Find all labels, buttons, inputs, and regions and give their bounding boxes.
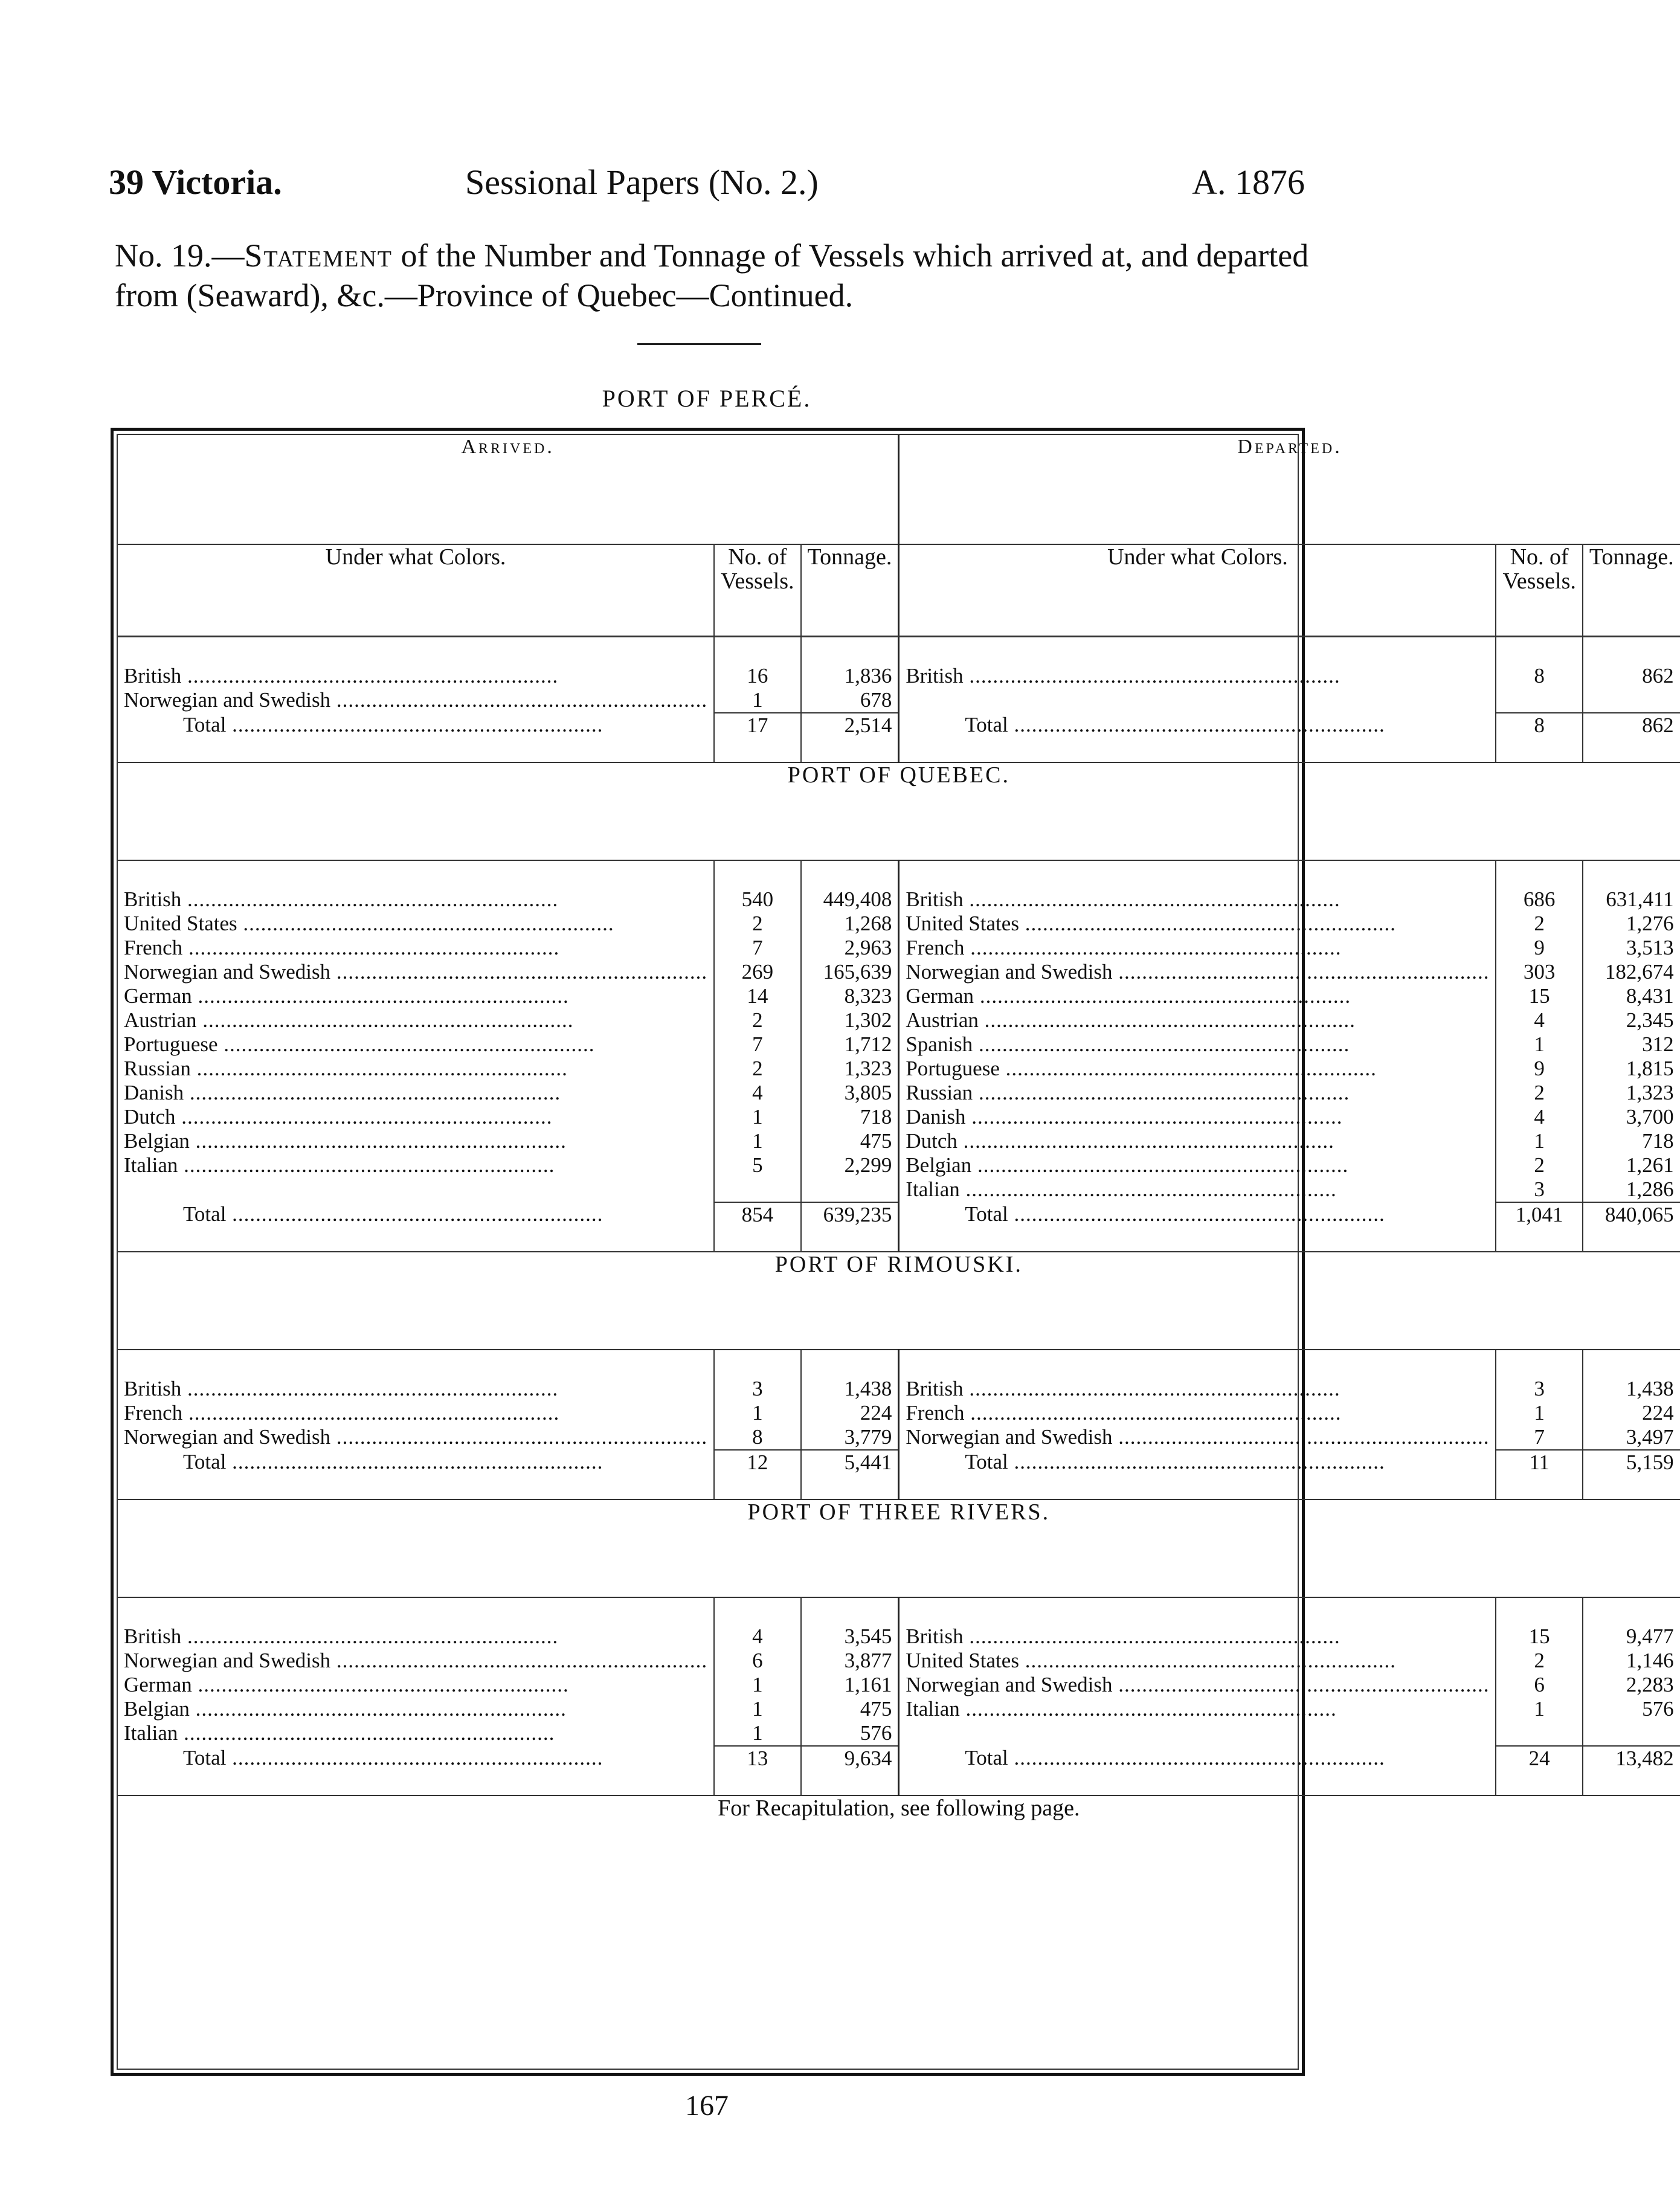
departed-color-label: Portuguese ..... [906, 1057, 1489, 1081]
arrived-total-label-cell [118, 1746, 714, 1795]
spacer-row [118, 1350, 1680, 1377]
departed-vessels-cell: 9 [1496, 1057, 1582, 1081]
arrived-vessels-cell: 269 [714, 960, 800, 984]
departed-vessels-cell: 8 [1496, 664, 1582, 688]
departed-vessels-cell: 2 [1496, 1081, 1582, 1105]
table-row [118, 664, 1680, 688]
departed-vessels-cell: 2 [1496, 912, 1582, 936]
arrived-colors-cell [118, 912, 714, 936]
arrived-tonnage-cell: 475 [801, 1129, 899, 1153]
arrived-vessels-cell: 7 [714, 1032, 800, 1057]
total-row [118, 713, 1680, 762]
arrived-tonnage-cell: 2,963 [801, 936, 899, 960]
arrived-colors-header: Under what Colors. [118, 544, 714, 637]
departed-colors-cell [899, 1673, 1496, 1697]
arrived-color-label: Norwegian and Swedish ..... [124, 960, 707, 984]
arrived-total-vessels: 17 [714, 713, 800, 762]
departed-vessels-cell: 6 [1496, 1673, 1582, 1697]
departed-color-label: British ..... [906, 1625, 1489, 1649]
departed-vessels-cell: 2 [1496, 1153, 1582, 1177]
arrived-color-label: Italian ..... [124, 1153, 707, 1177]
arrived-vessels-cell [714, 1177, 800, 1202]
spacer-row [118, 637, 1680, 665]
departed-vessels-cell: 686 [1496, 887, 1582, 912]
arrived-vessels-cell: 540 [714, 887, 800, 912]
arrived-color-label: Italian ..... [124, 1721, 707, 1745]
departed-vessels-cell: 2 [1496, 1649, 1582, 1673]
arrived-color-label: French ..... [124, 936, 707, 960]
departed-vessels-cell: 7 [1496, 1425, 1582, 1450]
departed-tonnage-cell: 576 [1642, 1697, 1674, 1721]
arrived-color-label: Danish ..... [124, 1081, 707, 1105]
arrived-colors-cell [118, 1625, 714, 1649]
statement-title [115, 236, 1311, 315]
departed-tonnage-cell: 3,497 [1626, 1425, 1674, 1449]
table-row [118, 1697, 1680, 1721]
table-row [118, 984, 1680, 1008]
departed-colors-cell [899, 1401, 1496, 1425]
departed-vessels-cell [1496, 1721, 1582, 1746]
arrived-total-label: Total ..... [183, 713, 707, 737]
departed-color-label: British ..... [906, 664, 1489, 688]
arrived-color-label: British ..... [124, 887, 707, 912]
arrived-color-label: French ..... [124, 1401, 707, 1425]
table-row [118, 912, 1680, 936]
port-name: PORT OF QUEBEC. [118, 762, 1680, 860]
arrived-vessels-cell: 2 [714, 912, 800, 936]
table-row [118, 960, 1680, 984]
arrived-vessels-cell: 1 [714, 1401, 800, 1425]
port-heading-row [118, 762, 1680, 860]
departed-colors-cell [899, 912, 1496, 936]
departed-tonnage-cell: 8,431 [1626, 984, 1674, 1008]
departed-total-label-cell [899, 713, 1496, 762]
table-row [118, 1401, 1680, 1425]
arrived-total-label-cell [118, 713, 714, 762]
departed-heading: Departed. [899, 435, 1680, 544]
arrived-vessels-cell: 1 [714, 1721, 800, 1746]
arrived-color-label: Belgian ..... [124, 1697, 707, 1721]
departed-total-label-cell [899, 1202, 1496, 1252]
arrived-total-vessels: 13 [714, 1746, 800, 1795]
arrived-vessels-cell: 3 [714, 1377, 800, 1401]
statement-number: No. 19.— [115, 237, 245, 274]
arrived-colors-cell [118, 1057, 714, 1081]
departed-tonnage-cell: 312 [1642, 1032, 1674, 1056]
departed-vessels-cell [1496, 688, 1582, 713]
arrived-departed-header [118, 435, 1680, 544]
departed-tonnage-cell: 1,815 [1626, 1057, 1674, 1080]
total-row [118, 1202, 1680, 1252]
departed-tonnage-cell: 1,323 [1626, 1081, 1674, 1104]
departed-color-label: United States ..... [906, 912, 1489, 936]
departed-vessels-cell: 1 [1496, 1032, 1582, 1057]
arrived-tonnage-cell: 678 [801, 688, 899, 713]
table-row [118, 1153, 1680, 1177]
arrived-total-vessels: 12 [714, 1450, 800, 1499]
departed-tonnage-cell: 718 [1642, 1129, 1674, 1153]
arrived-tonnage-cell: 3,545 [801, 1625, 899, 1649]
departed-colors-cell [899, 960, 1496, 984]
arrived-total-tonnage: 9,634 [801, 1746, 899, 1795]
departed-colors-cell [899, 664, 1496, 688]
departed-tonnage-cell: 1,146 [1626, 1649, 1674, 1672]
departed-tonnage-cell: 1,261 [1626, 1153, 1674, 1177]
departed-total-tonnage: 840,065 [1583, 1202, 1680, 1252]
departed-color-label: Spanish ..... [906, 1032, 1489, 1057]
departed-total-label: Total ..... [965, 1450, 1489, 1474]
arrived-tonnage-cell: 1,323 [801, 1057, 899, 1081]
arrived-tonnage-cell [801, 1177, 899, 1202]
departed-vessels-header: No. of Vessels. [1496, 544, 1582, 637]
arrived-colors-cell [118, 1105, 714, 1129]
departed-total-vessels: 1,041 [1496, 1202, 1582, 1252]
session-label: 39 Victoria. [109, 163, 282, 202]
arrived-vessels-cell: 6 [714, 1649, 800, 1673]
departed-colors-cell [899, 984, 1496, 1008]
arrived-colors-cell [118, 688, 714, 713]
page-number: 167 [685, 2090, 729, 2122]
departed-tonnage-cell: 862 [1642, 664, 1674, 688]
arrived-total-tonnage: 5,441 [801, 1450, 899, 1499]
port-name: PORT OF RIMOUSKI. [118, 1252, 1680, 1350]
arrived-vessels-cell: 7 [714, 936, 800, 960]
arrived-tonnage-header: Tonnage. [801, 544, 899, 637]
arrived-colors-cell [118, 1401, 714, 1425]
departed-vessels-cell: 4 [1496, 1105, 1582, 1129]
arrived-vessels-cell: 2 [714, 1057, 800, 1081]
departed-vessels-cell: 1 [1496, 1129, 1582, 1153]
departed-colors-cell [899, 1425, 1496, 1450]
arrived-vessels-cell: 4 [714, 1625, 800, 1649]
arrived-total-label: Total ..... [183, 1746, 707, 1770]
arrived-tonnage-cell: 576 [801, 1721, 899, 1746]
departed-colors-header: Under what Colors. [899, 544, 1496, 637]
departed-total-label: Total ..... [965, 1746, 1489, 1770]
arrived-tonnage-cell: 1,836 [801, 664, 899, 688]
arrived-colors-cell [118, 1032, 714, 1057]
departed-color-label: United States ..... [906, 1649, 1489, 1673]
departed-total-tonnage: 13,482 [1583, 1746, 1680, 1795]
departed-colors-cell [899, 688, 1496, 713]
departed-vessels-cell: 3 [1496, 1377, 1582, 1401]
departed-color-label: Belgian ..... [906, 1153, 1489, 1177]
table-row [118, 1105, 1680, 1129]
arrived-colors-cell [118, 1153, 714, 1177]
sessional-papers-label: Sessional Papers (No. 2.) [465, 163, 819, 202]
departed-total-label: Total ..... [965, 1202, 1489, 1226]
table-row [118, 1177, 1680, 1202]
departed-total-label-cell [899, 1450, 1496, 1499]
year-label: A. 1876 [1192, 163, 1305, 202]
vessel-statement-table [118, 435, 1680, 1902]
total-row [118, 1746, 1680, 1795]
departed-tonnage-cell: 3,700 [1626, 1105, 1674, 1129]
departed-colors-cell [899, 887, 1496, 912]
arrived-vessels-cell: 1 [714, 1697, 800, 1721]
arrived-colors-cell [118, 1673, 714, 1697]
departed-vessels-cell: 1 [1496, 1697, 1582, 1721]
arrived-total-tonnage: 639,235 [801, 1202, 899, 1252]
table-row [118, 1032, 1680, 1057]
arrived-vessels-cell: 5 [714, 1153, 800, 1177]
statement-description: of the Number and Tonnage of Vessels which arrived at, and departed from (Seaward), &c.—Province of Quebec—Continued. [115, 237, 1309, 314]
departed-tonnage-cell: 182,674 [1604, 960, 1674, 984]
port-heading-row [118, 1252, 1680, 1350]
departed-vessels-cell: 9 [1496, 936, 1582, 960]
departed-tonnage-cell: 9,477 [1626, 1625, 1674, 1648]
arrived-total-label-cell [118, 1202, 714, 1252]
departed-color-label: Danish ..... [906, 1105, 1489, 1129]
arrived-total-label-cell [118, 1450, 714, 1499]
departed-total-vessels: 8 [1496, 713, 1582, 762]
departed-colors-cell [899, 1105, 1496, 1129]
departed-colors-cell [899, 1177, 1496, 1202]
recapitulation-note: For Recapitulation, see following page. [118, 1795, 1680, 1902]
departed-colors-cell [899, 1377, 1496, 1401]
table-row [118, 1377, 1680, 1401]
arrived-tonnage-cell: 1,161 [801, 1673, 899, 1697]
departed-tonnage-cell: 3,513 [1626, 936, 1674, 959]
arrived-colors-cell [118, 936, 714, 960]
arrived-colors-cell [118, 664, 714, 688]
arrived-colors-cell [118, 1081, 714, 1105]
departed-tonnage-cell [1583, 688, 1680, 713]
table-row [118, 688, 1680, 713]
arrived-total-vessels: 854 [714, 1202, 800, 1252]
departed-color-label: Norwegian and Swedish ..... [906, 960, 1489, 984]
arrived-vessels-cell: 2 [714, 1008, 800, 1032]
arrived-vessels-cell: 4 [714, 1081, 800, 1105]
departed-color-label: British ..... [906, 1377, 1489, 1401]
departed-vessels-cell: 1 [1496, 1401, 1582, 1425]
departed-vessels-cell: 3 [1496, 1177, 1582, 1202]
arrived-color-label: Austrian ..... [124, 1008, 707, 1032]
arrived-color-label: Portuguese ..... [124, 1032, 707, 1057]
arrived-colors-cell [118, 1649, 714, 1673]
departed-total-tonnage: 862 [1583, 713, 1680, 762]
arrived-vessels-cell: 1 [714, 1105, 800, 1129]
departed-tonnage-cell: 2,283 [1626, 1673, 1674, 1696]
spacer-row [118, 860, 1680, 887]
table-row [118, 1721, 1680, 1746]
port-heading-row [118, 1499, 1680, 1597]
arrived-heading: Arrived. [118, 435, 899, 544]
arrived-color-label: Dutch ..... [124, 1105, 707, 1129]
arrived-total-label: Total ..... [183, 1450, 707, 1474]
departed-color-label: French ..... [906, 1401, 1489, 1425]
departed-color-label: Italian ..... [906, 1697, 1489, 1721]
arrived-color-label: British ..... [124, 1625, 707, 1649]
departed-colors-cell [899, 1129, 1496, 1153]
table-row [118, 1129, 1680, 1153]
departed-color-label: Norwegian and Swedish ..... [906, 1673, 1489, 1697]
departed-color-label: German ..... [906, 984, 1489, 1008]
arrived-tonnage-cell: 475 [801, 1697, 899, 1721]
departed-tonnage-header: Tonnage. [1583, 544, 1680, 637]
departed-tonnage-cell [1583, 1721, 1680, 1746]
departed-colors-cell [899, 1649, 1496, 1673]
departed-vessels-cell: 15 [1496, 984, 1582, 1008]
departed-tonnage-cell: 2,345 [1626, 1008, 1674, 1032]
departed-color-label: Dutch ..... [906, 1129, 1489, 1153]
departed-tonnage-cell: 1,276 [1626, 912, 1674, 935]
arrived-color-label: United States ..... [124, 912, 707, 936]
arrived-tonnage-cell: 165,639 [801, 960, 899, 984]
departed-color-label: Norwegian and Swedish ..... [906, 1425, 1489, 1449]
arrived-colors-cell [118, 1697, 714, 1721]
arrived-vessels-cell: 1 [714, 1129, 800, 1153]
arrived-color-label: British ..... [124, 664, 707, 688]
departed-total-label: Total ..... [965, 713, 1489, 737]
departed-color-label: Italian ..... [906, 1177, 1489, 1202]
arrived-color-label: Norwegian and Swedish ..... [124, 1425, 707, 1449]
departed-colors-cell [899, 1057, 1496, 1081]
table-row [118, 887, 1680, 912]
departed-vessels-cell: 4 [1496, 1008, 1582, 1032]
arrived-tonnage-cell: 1,302 [801, 1008, 899, 1032]
departed-colors-cell [899, 1153, 1496, 1177]
departed-vessels-cell: 15 [1496, 1625, 1582, 1649]
departed-total-vessels: 11 [1496, 1450, 1582, 1499]
departed-colors-cell [899, 1721, 1496, 1746]
table-row [118, 1673, 1680, 1697]
departed-colors-cell [899, 1625, 1496, 1649]
arrived-total-label: Total ..... [183, 1202, 707, 1226]
column-headers [118, 544, 1680, 637]
arrived-colors-cell [118, 887, 714, 912]
arrived-tonnage-cell: 3,877 [801, 1649, 899, 1673]
departed-color-label: French ..... [906, 936, 1489, 960]
port-name-perce: PORT OF PERCÉ. [602, 385, 812, 412]
table-row [118, 1625, 1680, 1649]
table-row [118, 1425, 1680, 1450]
title-divider [637, 343, 761, 345]
departed-color-label: Austrian ..... [906, 1008, 1489, 1032]
arrived-tonnage-cell: 1,438 [801, 1377, 899, 1401]
arrived-tonnage-cell: 8,323 [801, 984, 899, 1008]
arrived-vessels-header: No. of Vessels. [714, 544, 800, 637]
arrived-tonnage-cell: 718 [801, 1105, 899, 1129]
departed-colors-cell [899, 1697, 1496, 1721]
arrived-color-label: British ..... [124, 1377, 707, 1401]
departed-colors-cell [899, 1032, 1496, 1057]
arrived-colors-cell [118, 1008, 714, 1032]
arrived-colors-cell [118, 1425, 714, 1450]
port-name: PORT OF THREE RIVERS. [118, 1499, 1680, 1597]
departed-tonnage-cell: 631,411 [1606, 887, 1674, 911]
table-row [118, 936, 1680, 960]
arrived-vessels-cell: 8 [714, 1425, 800, 1450]
departed-total-vessels: 24 [1496, 1746, 1582, 1795]
arrived-color-label: Belgian ..... [124, 1129, 707, 1153]
arrived-tonnage-cell: 1,712 [801, 1032, 899, 1057]
departed-total-tonnage: 5,159 [1583, 1450, 1680, 1499]
arrived-vessels-cell: 1 [714, 1673, 800, 1697]
arrived-tonnage-cell: 1,268 [801, 912, 899, 936]
departed-colors-cell [899, 1008, 1496, 1032]
arrived-colors-cell [118, 1721, 714, 1746]
arrived-colors-cell [118, 960, 714, 984]
arrived-colors-cell [118, 1377, 714, 1401]
arrived-color-label: German ..... [124, 984, 707, 1008]
departed-color-label: British ..... [906, 887, 1489, 912]
arrived-total-tonnage: 2,514 [801, 713, 899, 762]
departed-colors-cell [899, 936, 1496, 960]
arrived-tonnage-cell: 224 [801, 1401, 899, 1425]
arrived-tonnage-cell: 449,408 [801, 887, 899, 912]
departed-colors-cell [899, 1081, 1496, 1105]
departed-total-label-cell [899, 1746, 1496, 1795]
total-row [118, 1450, 1680, 1499]
page-header [109, 162, 1305, 216]
departed-color-label: Russian ..... [906, 1081, 1489, 1105]
table-row [118, 1057, 1680, 1081]
departed-tonnage-cell: 1,438 [1626, 1377, 1674, 1400]
arrived-vessels-cell: 1 [714, 688, 800, 713]
arrived-vessels-cell: 14 [714, 984, 800, 1008]
arrived-colors-cell [118, 1177, 714, 1202]
arrived-color-label: Norwegian and Swedish ..... [124, 688, 707, 712]
arrived-colors-cell [118, 1129, 714, 1153]
arrived-vessels-cell: 16 [714, 664, 800, 688]
arrived-colors-cell [118, 984, 714, 1008]
spacer-row [118, 1597, 1680, 1625]
arrived-color-label: Russian ..... [124, 1057, 707, 1081]
table-row [118, 1081, 1680, 1105]
statement-word: Statement [244, 237, 393, 274]
departed-tonnage-cell: 1,286 [1626, 1177, 1674, 1201]
footnote-row [118, 1795, 1680, 1902]
table-row [118, 1649, 1680, 1673]
arrived-color-label: Norwegian and Swedish ..... [124, 1649, 707, 1673]
arrived-tonnage-cell: 3,805 [801, 1081, 899, 1105]
departed-tonnage-cell: 224 [1642, 1401, 1674, 1425]
arrived-color-label: German ..... [124, 1673, 707, 1697]
table-row [118, 1008, 1680, 1032]
arrived-tonnage-cell: 3,779 [801, 1425, 899, 1450]
departed-vessels-cell: 303 [1496, 960, 1582, 984]
arrived-tonnage-cell: 2,299 [801, 1153, 899, 1177]
